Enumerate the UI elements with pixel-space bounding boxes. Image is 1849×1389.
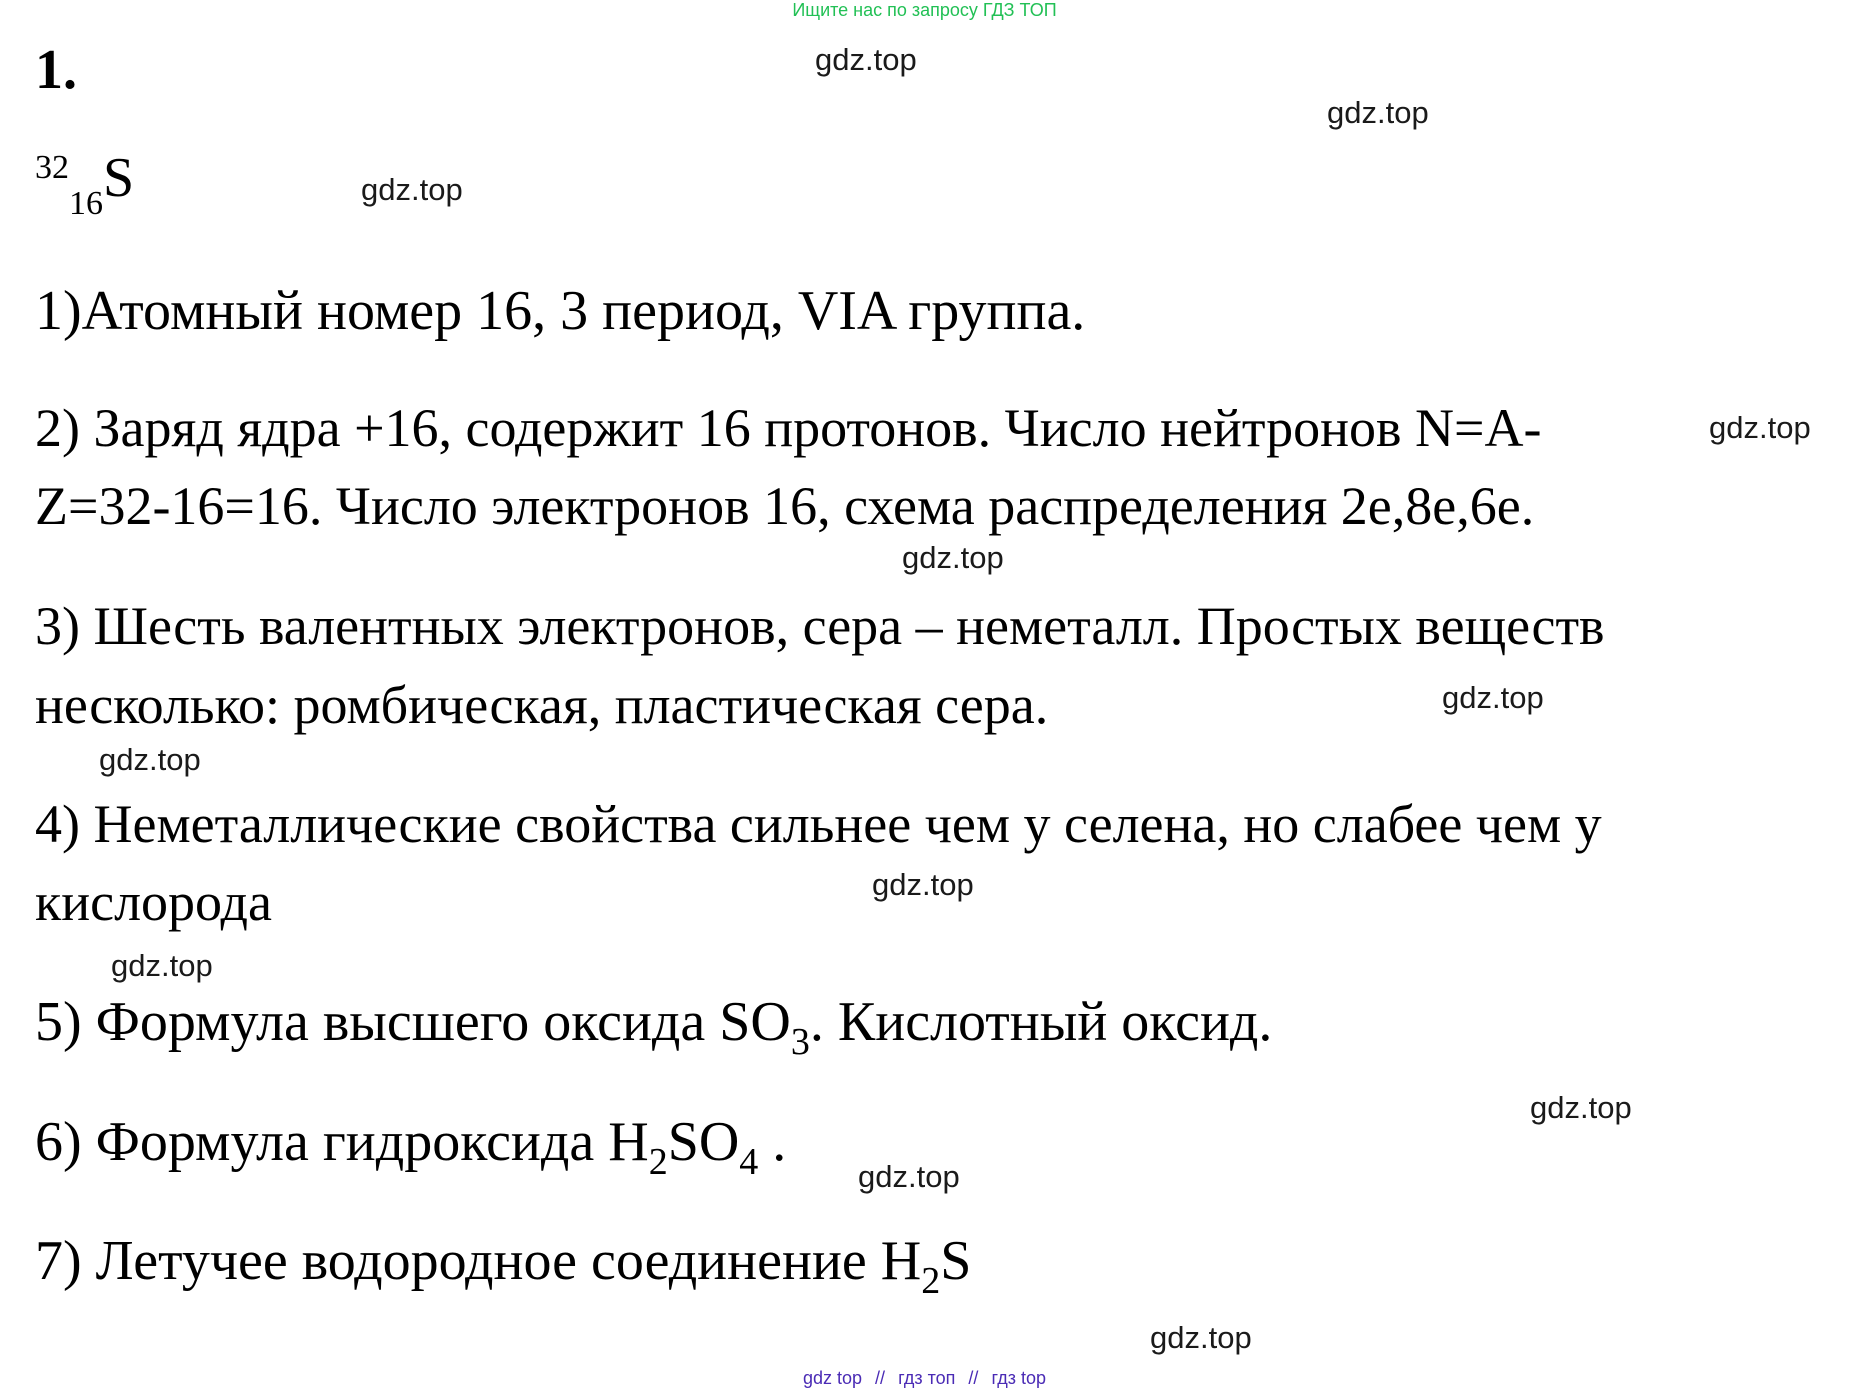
task-number: 1. xyxy=(35,39,77,101)
item-3-line-2: несколько: ромбическая, пластическая сера. xyxy=(35,675,1049,735)
watermark: gdz.top xyxy=(1442,680,1544,715)
item-3-line-1: 3) Шесть валентных электронов, сера – неметалл. Простых веществ xyxy=(35,596,1605,656)
footer-link[interactable]: gdz top xyxy=(802,1368,863,1388)
watermark: gdz.top xyxy=(858,1159,960,1194)
item-6: 6) Формула гидроксида $H_2SO_4$ . xyxy=(35,1111,787,1183)
top-notice: Ищите нас по запросу ГДЗ ТОП xyxy=(792,0,1057,20)
watermark: gdz.top xyxy=(1530,1090,1632,1125)
watermark: gdz.top xyxy=(902,540,1004,575)
watermark: gdz.top xyxy=(872,867,974,902)
item-2-line-1: 2) Заряд ядра +16, содержит 16 протонов. Число нейтронов N=A- xyxy=(35,398,1542,458)
item-4-line-1: 4) Неметаллические свойства сильнее чем у селена, но слабее чем у xyxy=(35,794,1602,854)
footer-separator: // xyxy=(968,1368,979,1388)
watermark: gdz.top xyxy=(1327,95,1429,130)
watermark: gdz.top xyxy=(361,172,463,207)
item-1: 1)Атомный номер 16, 3 период, VIA группа. xyxy=(35,280,1086,342)
item-7: 7) Летучее водородное соединение $H_2S$ xyxy=(35,1230,972,1302)
footer-separator: // xyxy=(875,1368,886,1388)
item-4-line-2: кислорода xyxy=(35,872,272,932)
watermark: gdz.top xyxy=(1709,410,1811,445)
footer-link[interactable]: гдз топ xyxy=(898,1368,956,1388)
item-5: 5) Формула высшего оксида $SO_3$. Кислотный оксид. xyxy=(35,991,1273,1063)
isotope-atomic-number: 16 xyxy=(69,185,103,222)
watermark: gdz.top xyxy=(99,742,201,777)
item-2-line-2: Z=32-16=16. Число электронов 16, схема распределения 2е,8е,6е. xyxy=(35,476,1535,536)
isotope-mass-number: 32 xyxy=(35,149,69,186)
isotope-notation xyxy=(35,147,135,222)
footer-link[interactable]: гдз top xyxy=(991,1368,1046,1388)
isotope-symbol: S xyxy=(103,147,135,209)
watermark: gdz.top xyxy=(1150,1320,1252,1355)
watermark: gdz.top xyxy=(111,948,213,983)
watermark: gdz.top xyxy=(815,42,917,77)
